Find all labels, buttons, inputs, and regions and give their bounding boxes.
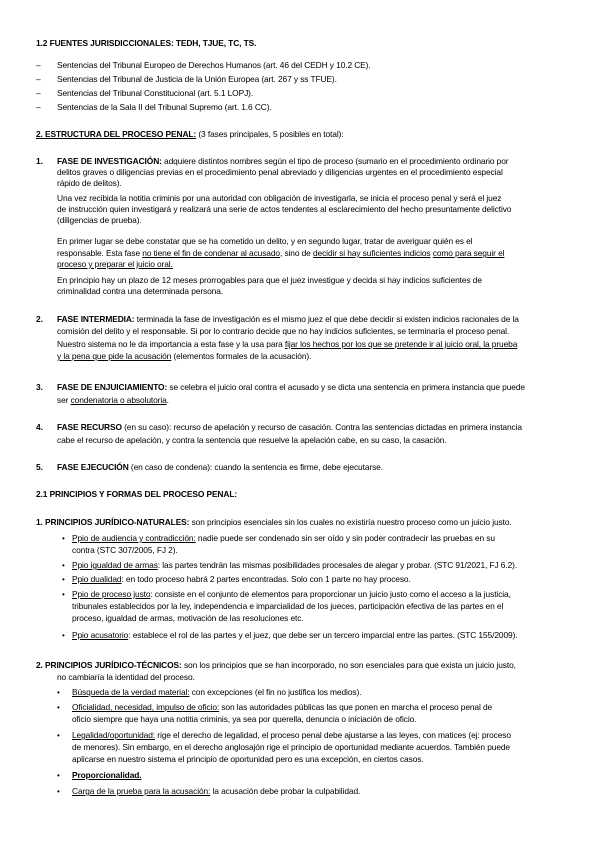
text-run: : consiste en el conjunto de elementos para proporcionar un juicio justo como el acceso a la justicia, (150, 589, 511, 599)
list-item: Sentencias de la Sala II del Tribunal Supremo (art. 1.6 CC). (57, 102, 272, 112)
text-line: delitos graves o diligencias previas en el procedimiento penal abreviado y diligencias urgentes en el procedimiento especial (57, 167, 503, 177)
text-run: son las autoridades públicas las que ponen en marcha el proceso penal de (219, 702, 493, 712)
text-line: rápido de delitos). (57, 178, 122, 188)
text-line (72, 533, 495, 544)
text-line: En primer lugar se debe constatar que se ha cometido un delito, y en segundo lugar, tratar de averiguar quién es el (57, 236, 473, 246)
bullet-dot: • (62, 534, 65, 543)
fase-investigacion-line (57, 156, 508, 167)
text-line: contra (STC 307/2005, FJ 2). (72, 545, 178, 555)
text-run: Nuestro sistema no le da importancia a esta fase y la usa para (57, 339, 285, 349)
principios-title: 2. PRINCIPIOS JURÍDICO-TÉCNICOS: (36, 660, 182, 670)
principle-label: Proporcionalidad. (72, 770, 142, 780)
bullet-dot: • (57, 787, 60, 796)
text-line (72, 560, 517, 571)
text-line (57, 248, 504, 259)
principle-label: Oficialidad, necesidad, impulso de oficio: (72, 702, 220, 712)
text-run-underlined: no tiene el fin de condenar al acusado (142, 248, 280, 258)
bullet-dot: • (62, 575, 65, 584)
bullet-dot: • (62, 590, 65, 599)
principios-tecnicos-line (36, 660, 516, 671)
list-item: Sentencias del Tribunal de Justicia de la Unión Europea (art. 267 y ss TFUE). (57, 74, 337, 84)
fase-title: FASE EJECUCIÓN (57, 462, 129, 472)
text-line: proceso y preparar el juicio oral. (57, 259, 173, 269)
text-line: criminalidad contra una determinada persona. (57, 286, 223, 296)
text-run: . (166, 395, 169, 405)
text-line (72, 574, 411, 585)
heading-estructura (36, 129, 344, 140)
text-line: tribunales establecidos por la ley, independencia e imparcialidad de los jueces, participación efectiva de las partes en el (72, 601, 504, 611)
text-line (57, 395, 169, 406)
text-line (57, 351, 311, 362)
text-line: de menores). Sin embargo, en el derecho anglosajón rige el principio de oportunidad mediante acuerdos. También puede (72, 742, 510, 752)
text-run: son los principios que se han incorporado, no son esenciales para que exista un juicio justo, (181, 660, 516, 670)
text-line (72, 730, 511, 741)
bullet-dot: • (62, 631, 65, 640)
dash-bullet: – (36, 60, 41, 70)
heading-estructura-title: 2. ESTRUCTURA DEL PROCESO PENAL: (36, 129, 197, 139)
bullet-dot: • (62, 561, 65, 570)
text-line: oficio siempre que haya una notitia criminis, ya sea por querella, denuncia o iniciación de oficio. (72, 714, 417, 724)
text-run: nadie puede ser condenado sin ser oído y sin poder contradecir las pruebas en su (195, 533, 495, 543)
text-line (72, 630, 517, 641)
item-number: 1. (36, 156, 43, 166)
fase-title: FASE DE INVESTIGACIÓN: (57, 156, 162, 166)
item-number: 2. (36, 314, 43, 324)
fase-title: FASE INTERMEDIA: (57, 314, 135, 324)
text-run-underlined: como para seguir el (432, 248, 505, 258)
text-run: ser (57, 395, 71, 405)
text-line: (en su caso): recurso de apelación y recurso de casación. Contra las sentencias dictadas en primera instancia (121, 422, 522, 432)
fase-intermedia-line (57, 314, 519, 325)
text-line: En principio hay un plazo de 12 meses prorrogables para que el juez investigue y decida si hay indicios suficientes de (57, 275, 482, 285)
text-line: (en caso de condena): cuando la sentencia es firme, debe ejecutarse. (128, 462, 383, 472)
principle-label: Ppio acusatorio (72, 630, 129, 640)
principle-label: Ppio de audiencia y contradicción: (72, 533, 196, 543)
text-line (72, 589, 511, 600)
heading-fuentes: 1.2 FUENTES JURISDICCIONALES: TEDH, TJUE, TC, TS. (36, 38, 257, 48)
text-run-underlined: fijar los hechos por los que se pretende ir al juicio oral, la prueba (284, 339, 518, 349)
text-line: proceso, igualdad de armas, motivación de las resoluciones etc. (72, 613, 304, 623)
text-run: : en todo proceso habrá 2 partes encontradas. Solo con 1 parte no hay proceso. (121, 574, 411, 584)
text-run: responsable. Esta fase (57, 248, 143, 258)
text-run: la acusación debe probar la culpabilidad. (210, 786, 361, 796)
text-line: (diligencias de prueba). (57, 215, 142, 225)
text-run: , sino de (279, 248, 313, 258)
bullet-dot: • (57, 703, 60, 712)
dash-bullet: – (36, 102, 41, 112)
text-line (57, 339, 517, 350)
principle-label: Búsqueda de la verdad material: (72, 687, 190, 697)
text-run: : establece el rol de las partes y el juez, que debe ser un tercero imparcial entre las partes. (STC 155/2009). (128, 630, 518, 640)
fase-recurso-line (57, 422, 522, 433)
item-number: 3. (36, 382, 43, 392)
principle-label: Ppio igualdad de armas (72, 560, 158, 570)
text-line (72, 687, 361, 698)
text-run: : las partes tendrán las mismas posibilidades procesales de alegar y probar. (STC 91/2021, FJ 6.2). (157, 560, 518, 570)
list-item: Sentencias del Tribunal Europeo de Derechos Humanos (art. 46 del CEDH y 10.2 CE). (57, 60, 371, 70)
bullet-dot: • (57, 731, 60, 740)
heading-estructura-note: (3 fases principales, 5 posibles en total): (196, 129, 344, 139)
text-run-underlined: y la pena que pide la acusación (57, 351, 172, 361)
text-run: son principios esenciales sin los cuales no existiría nuestro proceso como un juicio justo. (189, 517, 512, 527)
principios-title: 1. PRINCIPIOS JURÍDICO-NATURALES: (36, 517, 190, 527)
text-line: adquiere distintos nombres según el tipo de proceso (sumario en el procedimiento ordinario por (161, 156, 509, 166)
text-run-underlined: condenatoria o absolutoria (70, 395, 167, 405)
principle-label: Ppio dualidad (72, 574, 122, 584)
bullet-dot: • (57, 771, 60, 780)
item-number: 4. (36, 422, 43, 432)
text-line: cabe el recurso de apelación, y contra la sentencia que resuelve la apelación cabe, en su caso, la casación. (57, 435, 447, 445)
text-line: se celebra el juicio oral contra el acusado y se dicta una sentencia en primera instancia que puede (167, 382, 525, 392)
fase-title: FASE RECURSO (57, 422, 122, 432)
bullet-dot: • (57, 688, 60, 697)
principios-naturales-line (36, 517, 512, 528)
principle-label: Carga de la prueba para la acusación: (72, 786, 211, 796)
text-run: (elementos formales de la acusación). (171, 351, 312, 361)
text-line: terminada la fase de investigación es el mismo juez el que debe decidir si existen indicios racionales de la (134, 314, 519, 324)
dash-bullet: – (36, 74, 41, 84)
text-line: Una vez recibida la notitia criminis por una autoridad con obligación de investigarla, se inicia el proceso penal y será el juez (57, 193, 502, 203)
principle-label: Legalidad/oportunidad: (72, 730, 156, 740)
text-line (72, 702, 492, 713)
list-item: Sentencias del Tribunal Constitucional (art. 5.1 LOPJ). (57, 88, 254, 98)
fase-title: FASE DE ENJUICIAMIENTO: (57, 382, 168, 392)
text-run: rige el derecho de legalidad, el proceso penal debe ajustarse a las leyes, con matices (ej: proceso (155, 730, 511, 740)
text-line: comisión del delito y el responsable. Si por lo contrario decide que no hay indicios suficientes, se terminaría el proceso penal. (57, 326, 510, 336)
fase-ejecucion-line (57, 462, 383, 473)
text-run: con excepciones (el fin no justifica los medios). (189, 687, 362, 697)
text-run-underlined: decidir si hay suficientes indicios (312, 248, 431, 258)
text-line: no cambiaría la identidad del proceso. (57, 672, 195, 682)
text-line: aplicarse en nuestro sistema el principio de oportunidad pero es una excepción, en ciertos casos. (72, 754, 424, 764)
text-line: de instrucción quien investigará y realizará una serie de actos tendentes al esclarecimiento del hecho presuntamente delictivo (57, 204, 512, 214)
principle-label: Ppio de proceso justo (72, 589, 151, 599)
text-line (72, 786, 360, 797)
dash-bullet: – (36, 88, 41, 98)
fase-enjuiciamiento-line (57, 382, 525, 393)
item-number: 5. (36, 462, 43, 472)
heading-principios: 2.1 PRINCIPIOS Y FORMAS DEL PROCESO PENAL: (36, 489, 238, 499)
